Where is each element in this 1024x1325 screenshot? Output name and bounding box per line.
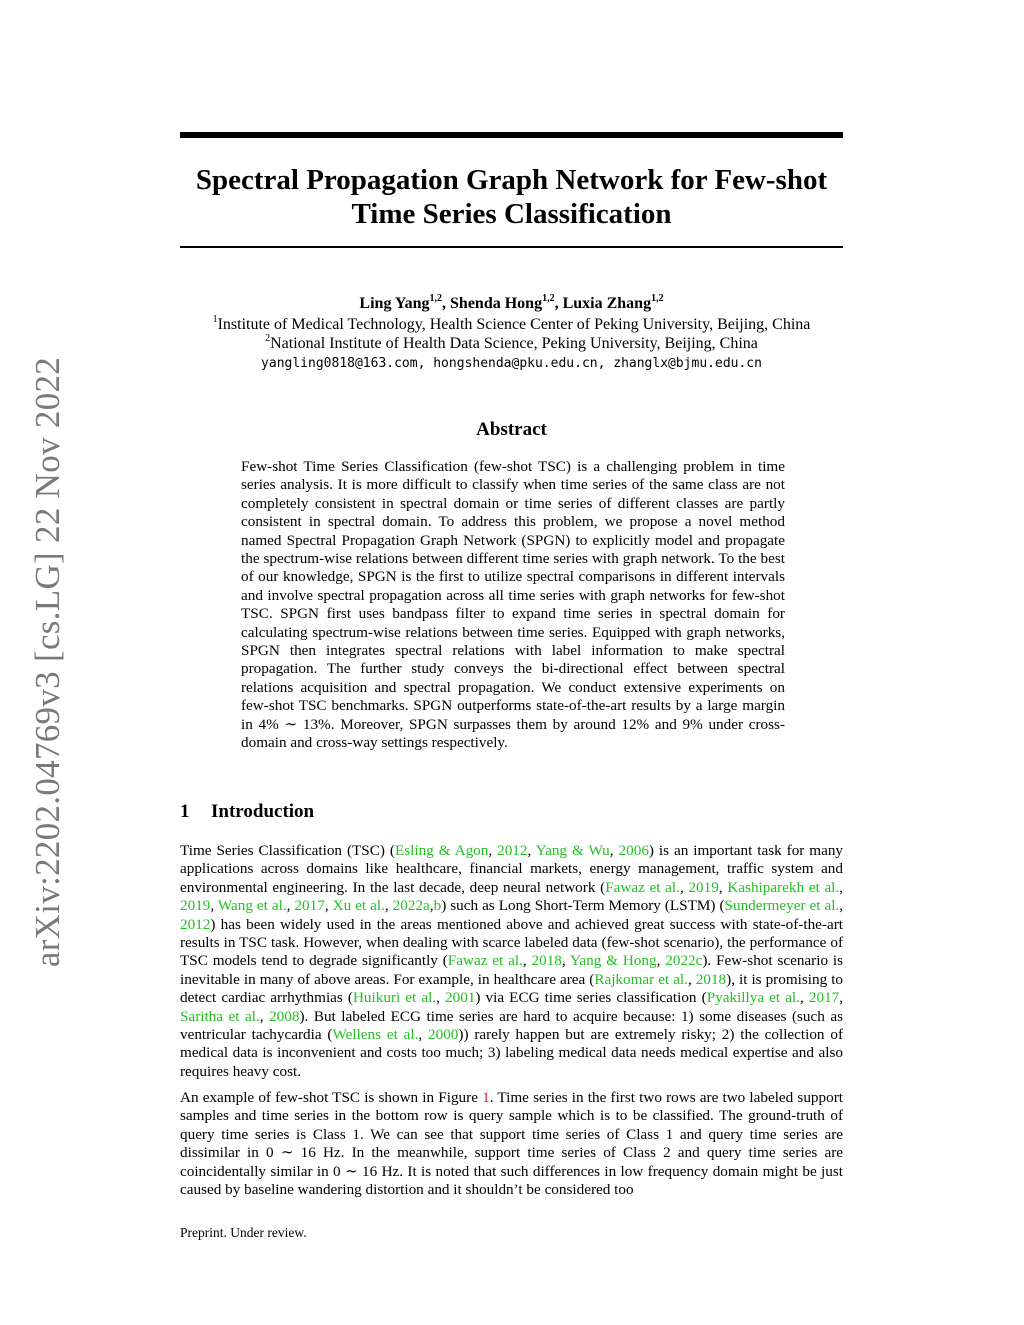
- section-number: 1: [180, 801, 190, 822]
- paragraph-text: ,: [429, 897, 434, 915]
- citation-link[interactable]: Sundermeyer et al.: [724, 897, 840, 915]
- paragraph-text: ). But labeled ECG time series are hard to acquire because: 1) some diseases (such as ventricular tachycardia (: [180, 1007, 843, 1044]
- title-line-1: Spectral Propagation Graph Network for Few-shot: [195, 164, 828, 196]
- section-heading-introduction: [180, 800, 314, 824]
- citation-link[interactable]: Pyakillya et al.: [706, 989, 800, 1007]
- citation-link[interactable]: 2000: [428, 1026, 459, 1044]
- citation-link[interactable]: Fawaz et al.: [447, 952, 523, 970]
- affiliation-2: [180, 334, 843, 354]
- paragraph-text: An example of few-shot TSC is shown in Figure: [180, 1089, 483, 1106]
- paragraph-text: ,: [488, 842, 498, 859]
- paragraph-text: ) has been widely used in the areas mentioned above and achieved great success with state-of-the-art results in TSC task. However, when dealing with scarce labeled data (few-shot scenario), the performance of TSC models tend to degrade significantly (: [180, 915, 843, 970]
- arxiv-identifier: arXiv:2202.04769v3 [cs.LG] 22 Nov 2022: [28, 356, 67, 968]
- title-line-2: Time Series Classification: [351, 198, 672, 230]
- citation-link[interactable]: 2012: [180, 915, 211, 933]
- citation-link[interactable]: 2022a: [392, 897, 430, 915]
- paragraph-text: ,: [718, 878, 728, 896]
- citation-link[interactable]: Esling & Agon: [394, 842, 489, 859]
- citation-link[interactable]: 2001: [445, 989, 476, 1007]
- citation-link[interactable]: 2017: [808, 989, 840, 1007]
- footer-note: Preprint. Under review.: [180, 1225, 307, 1240]
- paragraph-text: ,: [656, 952, 666, 970]
- affiliation-text: Institute of Medical Technology, Health Science Center of Peking University, Beijing, China: [217, 316, 811, 333]
- author-affiliation-mark: 1,2: [651, 292, 664, 304]
- paragraph-text: ,: [418, 1026, 429, 1044]
- paragraph-text: ) such as Long Short-Term Memory (LSTM) (: [441, 897, 725, 915]
- author-emails: yangling0818@163.com, hongshenda@pku.edu.cn, zhanglx@bjmu.edu.cn: [261, 356, 762, 371]
- paragraph-text: ,: [527, 842, 536, 859]
- citation-link[interactable]: Yang & Hong: [569, 952, 657, 970]
- paragraph-text: ,: [839, 897, 844, 915]
- citation-link[interactable]: Rajkomar et al.: [594, 970, 688, 988]
- citation-link[interactable]: 2012: [497, 842, 528, 859]
- citation-link[interactable]: Yang & Wu: [535, 842, 610, 859]
- paper-title: [180, 163, 843, 231]
- paragraph-text: )) rarely happen but are extremely risky; 2) the collection of medical data is inconvenient and costs too much; 3) labeling medical data needs medical expertise and also requires heavy cost.: [180, 1026, 844, 1080]
- paragraph-text: ,: [259, 1007, 270, 1025]
- citation-link[interactable]: 2018: [695, 970, 727, 988]
- citation-link[interactable]: 2019: [180, 897, 211, 915]
- affiliation-number: 2: [265, 332, 271, 344]
- paragraph-text: ,: [286, 897, 295, 915]
- citation-link[interactable]: 2008: [269, 1007, 300, 1025]
- paragraph-text: ,: [522, 952, 532, 970]
- paragraph-text: ,: [324, 897, 333, 915]
- introduction-paragraph-2: [180, 1089, 843, 1199]
- affiliation-number: 1: [212, 313, 218, 325]
- affiliation-1: [180, 315, 843, 335]
- paragraph-text: ,: [384, 897, 393, 915]
- author-affiliation-mark: 1,2: [429, 292, 443, 304]
- author-list: Ling Yang$^{1,2}$, Shenda Hong$^{1,2}$, Luxia Zhang$^{1,2}$: [359, 292, 664, 312]
- author-name: Ling Yang: [359, 295, 430, 312]
- paragraph-text: ,: [839, 989, 844, 1007]
- abstract-heading: Abstract: [476, 419, 547, 440]
- citation-link[interactable]: 2018: [531, 952, 562, 970]
- citation-link[interactable]: 2019: [688, 878, 719, 896]
- citation-link[interactable]: Kashiparekh et al.: [727, 878, 840, 896]
- figure-reference-link[interactable]: 1: [482, 1089, 490, 1106]
- citation-link[interactable]: Huikuri et al.: [352, 989, 437, 1007]
- citation-link[interactable]: Saritha et al.: [180, 1007, 260, 1025]
- citation-link[interactable]: Wellens et al.: [332, 1026, 419, 1044]
- paragraph-text: ) is an important task for many applications across domains like healthcare, financial markets, energy management, traffic system and environmental engineering. In the last decade, deep neural network (: [180, 842, 844, 896]
- citation-link[interactable]: Wang et al.: [217, 897, 287, 915]
- paragraph-text: . Time series in the first two rows are two labeled support samples and time series in the bottom row is query sample which is to be classified. The ground-truth of query time series is Class 1. We can see that support time series of Class 1 and query time series are dissimilar in 0 ∼ 16 Hz. In the meanwhile, support time series of Class 2 and query time series are coincidentally similar in 0 ∼ 16 Hz. It is noted that such differences in low frequency domain might be just caused by baseline wandering distortion and it shouldn’t be considered too: [180, 1089, 843, 1199]
- abstract-text: Few-shot Time Series Classification (few-shot TSC) is a challenging problem in time series analysis. It is more difficult to classify when time series of the same class are not completely consistent in spectral domain or time series of different classes are partly consistent in spectral domain. To address this problem, we propose a novel method named Spectral Propagation Graph Network (SPGN) to explicitly model and propagate the spectrum-wise relations between different time series with graph network. To the best of our knowledge, SPGN is the first to utilize spectral comparisons in different intervals and involve spectral propagation across all time series with graph networks for few-shot TSC. SPGN first uses bandpass filter to expand time series in spectral domain for calculating spectrum-wise relations between time series. Equipped with graph networks, SPGN then integrates spectral relations with label information to make spectral propagation. The further study conveys the bi-directional effect between spectral relations acquisition and spectral propagation. We conduct extensive experiments on few-shot TSC benchmarks. SPGN outperforms state-of-the-art results by a large margin in 4% ∼ 13%. Moreover, SPGN surpasses them by around 12% and 9% under cross-domain and cross-way settings respectively.: [241, 458, 785, 752]
- author-affiliation-mark: 1,2: [542, 292, 555, 304]
- paragraph-text: ,: [210, 897, 218, 915]
- paragraph-text: ,: [799, 989, 809, 1007]
- paragraph-text: ) via ECG time series classification (: [475, 989, 707, 1007]
- paragraph-text: ,: [839, 878, 843, 896]
- affiliation-text: National Institute of Health Data Science, Peking University, Beijing, China: [270, 335, 758, 352]
- introduction-paragraph-1: [180, 842, 843, 1081]
- author-name: Shenda Hong: [450, 295, 543, 312]
- paragraph-text: Time Series Classification (TSC) (: [180, 842, 395, 859]
- citation-link[interactable]: Fawaz et al.: [605, 878, 680, 896]
- citation-link[interactable]: Xu et al.: [332, 897, 385, 915]
- citation-link[interactable]: 2006: [618, 842, 649, 859]
- title-bottom-rule: [180, 246, 843, 248]
- citation-link[interactable]: 2022c: [665, 952, 703, 970]
- paragraph-text: ,: [609, 842, 619, 859]
- section-title: Introduction: [211, 801, 315, 822]
- paragraph-text: ,: [687, 970, 696, 988]
- paragraph-text: ), it is promising to detect cardiac arrhythmias (: [180, 970, 844, 1007]
- citation-link[interactable]: 2017: [294, 897, 325, 915]
- paragraph-text: ,: [436, 989, 446, 1007]
- author-name: Luxia Zhang: [562, 295, 652, 312]
- paragraph-text: ,: [679, 878, 689, 896]
- paragraph-text: ). Few-shot scenario is inevitable in many of above areas. For example, in healthcare area (: [180, 952, 844, 988]
- paragraph-text: ,: [561, 952, 570, 970]
- citation-link[interactable]: b: [433, 897, 442, 915]
- title-top-rule: [180, 132, 843, 138]
